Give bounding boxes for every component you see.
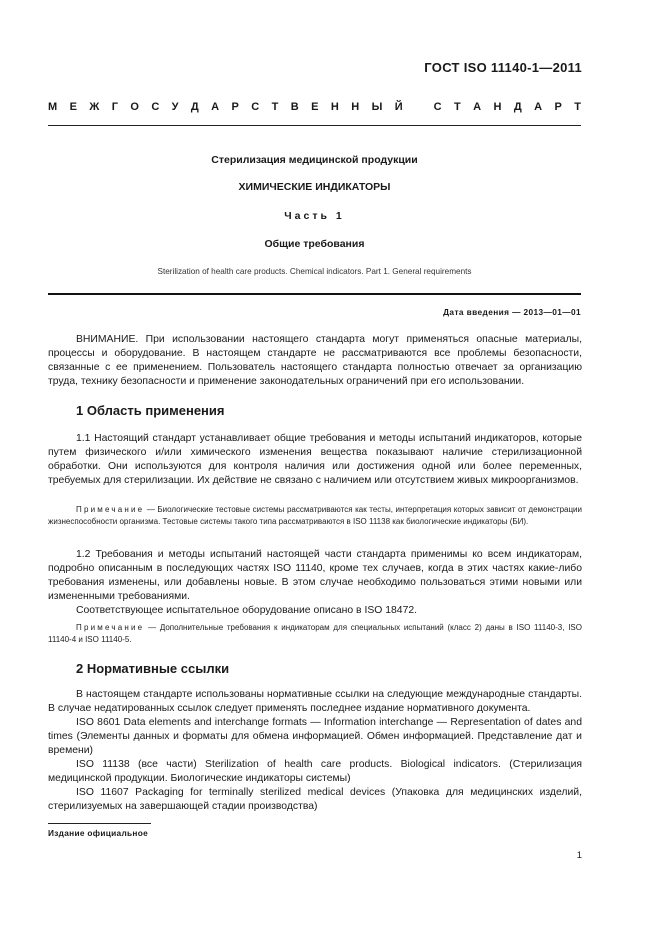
standard-type-letter: Р [231, 101, 239, 113]
reference-iso-8601: ISO 8601 Data elements and interchange formats — Information interchange — Representation of dates and times (Элементы данных и форматы для обмена информацией. Обмен информацией. Представление дат и времени) [48, 717, 582, 756]
warning-paragraph: ВНИМАНИЕ. При использовании настоящего стандарта могут применяться опасные материалы, процессы и оборудование. В настоящем стандарте не рассматриваются все проблемы безопасности, связанные с ее применением. Пользователь настоящего стандарта полностью отвечает за организацию труда, технику безопасности и применение законодательных ограничений при его использовании. [48, 334, 582, 387]
standard-type-letter: Т [574, 101, 581, 113]
title-divider [48, 293, 581, 295]
introduction-date: Дата введения — 2013—01—01 [443, 307, 581, 317]
title-line-2: ХИМИЧЕСКИЕ ИНДИКАТОРЫ [238, 181, 391, 193]
clause-1-1: 1.1 Настоящий стандарт устанавливает общие требования и методы испытаний индикаторов, которые путем физического и/или химического изменения вещества показывают наличие стерилизационной обработки. Они используются для контроля наличия или достижения одной или более переменных, требуемых для стерилизации. Их действие не связано с наличием или отсутствием живых микроорганизмов. [48, 433, 582, 486]
standard-type-letter: О [130, 101, 139, 113]
note-2-text: — Дополнительные требования к индикаторам для специальных испытаний (класс 2) даны в ISO 11140-3, ISO 11140-4 и ISO 11140-5. [48, 623, 582, 644]
standard-type-letter: А [211, 101, 220, 113]
standard-type-letter: Р [554, 101, 562, 113]
standard-type-letter: С [433, 101, 442, 113]
title-line-1: Стерилизация медицинской продукции [211, 154, 418, 166]
official-edition-label: Издание официальное [48, 828, 149, 838]
note-2-label: Примечание [76, 623, 145, 632]
standard-type-letter: Ы [371, 101, 383, 113]
note-1-label: Примечание [76, 505, 145, 514]
footer-divider [48, 823, 151, 824]
clause-1-2: 1.2 Требования и методы испытаний настоящей части стандарта применимы ко всем индикаторам, подробно описанным в последующих частях ISO 11140, кроме тех случаев, когда в этих частях какие-либо требования изменены, или добавлены новые. В этом случае необходимо пользоваться этими новыми или измененными требованиями. [48, 549, 582, 602]
standard-type-letter: Д [190, 101, 199, 113]
part-label: Часть 1 [284, 210, 345, 222]
reference-iso-11607: ISO 11607 Packaging for terminally sterilized medical devices (Упаковка для медицинских изделий, стерилизуемых на завершающей стадии производства) [48, 787, 582, 812]
header-divider [48, 125, 581, 126]
english-title: Sterilization of health care products. Chemical indicators. Part 1. General requirements [157, 267, 472, 276]
standard-type-letter: Н [351, 101, 360, 113]
section-2-heading: 2 Нормативные ссылки [76, 661, 230, 676]
reference-iso-11138: ISO 11138 (все части) Sterilization of health care products. Biological indicators. (Стерилизация медицинской продукции. Биологические индикаторы системы) [48, 759, 582, 784]
standard-type-letter: С [251, 101, 260, 113]
section-1-heading: 1 Область применения [76, 403, 225, 418]
standard-type-letter: Й [394, 101, 403, 113]
standard-type-letter: А [534, 101, 543, 113]
clause-2-intro: В настоящем стандарте использованы нормативные ссылки на следующие международные стандарты. В случае недатированных ссылок следует применять последнее издание нормативного документа. [48, 689, 582, 714]
standard-type-letter: Е [311, 101, 319, 113]
standard-type-letter: Т [271, 101, 279, 113]
standard-type-letter: М [48, 101, 58, 113]
standard-type-letter: У [171, 101, 179, 113]
standard-type-letter: Д [513, 101, 522, 113]
standard-type-letter: Г [111, 101, 118, 113]
standard-type-letter: Т [454, 101, 461, 113]
standard-type-letter: Н [330, 101, 339, 113]
standard-type-letter: Ж [89, 101, 100, 113]
standard-type-letter: Н [493, 101, 502, 113]
document-code: ГОСТ ISO 11140-1—2011 [424, 60, 582, 75]
subtitle: Общие требования [264, 238, 365, 250]
standard-type-gap [415, 101, 421, 113]
standard-type-letter: С [151, 101, 160, 113]
page-number: 1 [576, 850, 582, 861]
standard-type-heading [48, 101, 581, 113]
clause-1-3: Соответствующее испытательное оборудование описано в ISO 18472. [76, 605, 418, 616]
note-1 [48, 504, 582, 528]
standard-type-letter: А [473, 101, 482, 113]
note-2 [48, 622, 582, 646]
standard-type-letter: В [290, 101, 299, 113]
note-1-text: — Биологические тестовые системы рассматриваются как тесты, интерпретация которых зависит от демонстрации жизнеспособности организма. Тестовые системы такого типа рассматриваются в ISO 11138 как биологические индикаторы (БИ). [48, 505, 582, 526]
standard-type-letter: Е [69, 101, 77, 113]
